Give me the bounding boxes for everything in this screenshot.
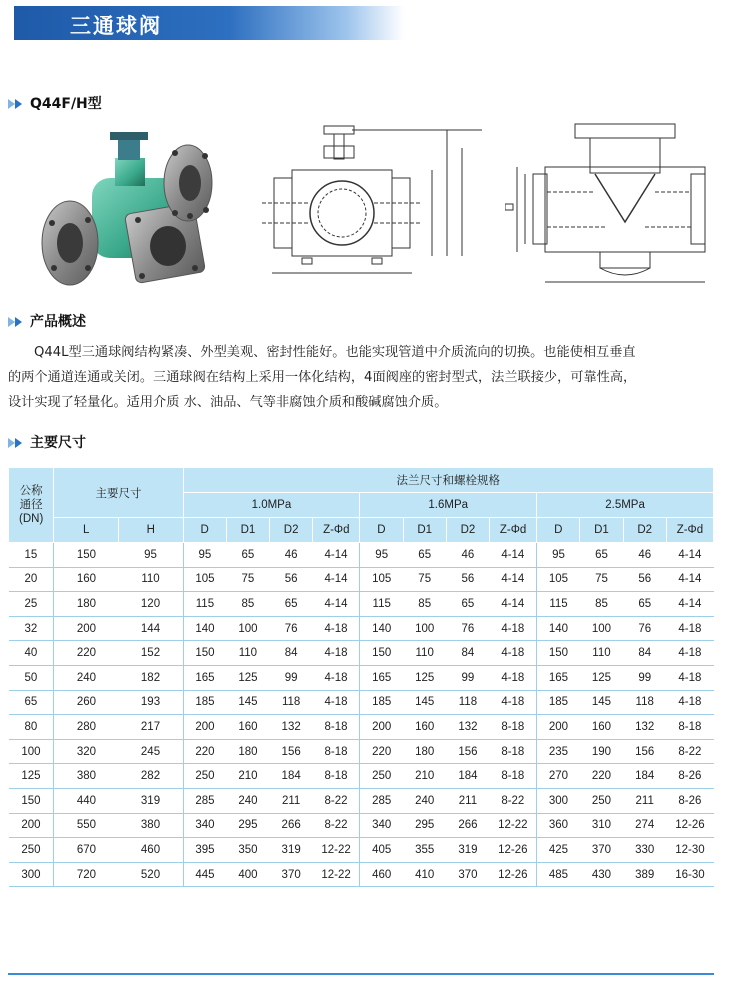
table-cell: 4-14 — [490, 567, 537, 592]
table-cell: 250 — [360, 764, 403, 789]
table-cell: 180 — [54, 592, 119, 617]
table-cell: 75 — [226, 567, 269, 592]
table-cell: 370 — [580, 838, 623, 863]
table-cell: 84 — [270, 641, 313, 666]
table-cell: 4-14 — [490, 592, 537, 617]
table-cell: 300 — [9, 862, 54, 887]
table-cell: 220 — [360, 739, 403, 764]
table-cell: 25 — [9, 592, 54, 617]
table-row — [9, 838, 714, 863]
table-cell: 240 — [403, 788, 446, 813]
table-cell: 150 — [537, 641, 580, 666]
table-cell: 185 — [183, 690, 226, 715]
table-cell: 99 — [270, 665, 313, 690]
table-cell: 84 — [623, 641, 666, 666]
table-cell: 8-18 — [313, 739, 360, 764]
table-cell: 150 — [183, 641, 226, 666]
table-cell: 4-18 — [666, 665, 713, 690]
table-cell: 65 — [446, 592, 489, 617]
table-cell: 8-18 — [666, 715, 713, 740]
table-cell: 125 — [9, 764, 54, 789]
table-cell: 425 — [537, 838, 580, 863]
table-cell: 12-22 — [490, 813, 537, 838]
table-cell: 182 — [118, 665, 183, 690]
table-cell: 310 — [580, 813, 623, 838]
table-cell: 4-14 — [313, 543, 360, 568]
table-cell: 4-18 — [666, 641, 713, 666]
table-cell: 211 — [623, 788, 666, 813]
table-cell: 405 — [360, 838, 403, 863]
table-row — [9, 715, 714, 740]
table-cell: 20 — [9, 567, 54, 592]
table-cell: 460 — [360, 862, 403, 887]
table-cell: 80 — [9, 715, 54, 740]
table-cell: 720 — [54, 862, 119, 887]
table-cell: 319 — [270, 838, 313, 863]
table-cell: 8-18 — [490, 739, 537, 764]
table-cell: 105 — [360, 567, 403, 592]
table-cell: 118 — [623, 690, 666, 715]
col-header: D2 — [270, 518, 313, 543]
table-cell: 8-26 — [666, 788, 713, 813]
table-cell: 190 — [580, 739, 623, 764]
table-cell: 165 — [537, 665, 580, 690]
table-cell: 118 — [270, 690, 313, 715]
description-line: 设计实现了轻量化。适用介质 水、油品、气等非腐蚀介质和酸碱腐蚀介质。 — [8, 395, 448, 410]
table-cell: 445 — [183, 862, 226, 887]
table-cell: 160 — [226, 715, 269, 740]
table-row — [9, 567, 714, 592]
table-cell: 200 — [183, 715, 226, 740]
table-cell: 84 — [446, 641, 489, 666]
table-cell: 12-26 — [666, 813, 713, 838]
table-cell: 65 — [270, 592, 313, 617]
table-cell: 8-22 — [313, 788, 360, 813]
table-cell: 110 — [118, 567, 183, 592]
table-cell: 99 — [446, 665, 489, 690]
page-title: 三通球阀 — [70, 14, 162, 38]
table-cell: 140 — [183, 616, 226, 641]
main-dims-header: 主要尺寸 — [54, 468, 183, 518]
table-cell: 12-26 — [490, 862, 537, 887]
table-cell: 132 — [623, 715, 666, 740]
model-heading — [8, 93, 102, 113]
table-cell: 15 — [9, 543, 54, 568]
table-cell: 4-14 — [666, 543, 713, 568]
table-cell: 400 — [226, 862, 269, 887]
table-cell: 370 — [446, 862, 489, 887]
table-cell: 280 — [54, 715, 119, 740]
col-header: D1 — [403, 518, 446, 543]
table-cell: 184 — [623, 764, 666, 789]
table-cell: 76 — [270, 616, 313, 641]
col-header: D — [183, 518, 226, 543]
table-cell: 245 — [118, 739, 183, 764]
table-row — [9, 788, 714, 813]
table-cell: 75 — [580, 567, 623, 592]
table-row — [9, 690, 714, 715]
table-cell: 410 — [403, 862, 446, 887]
description-line: Q44L型三通球阀结构紧凑、外型美观、密封性能好。也能实现管道中介质流向的切换。也能使相互垂直 — [34, 345, 636, 360]
overview-heading — [8, 311, 86, 331]
table-cell: 65 — [623, 592, 666, 617]
table-cell: 250 — [183, 764, 226, 789]
table-cell: 100 — [9, 739, 54, 764]
table-cell: 85 — [226, 592, 269, 617]
table-cell: 110 — [226, 641, 269, 666]
table-cell: 105 — [183, 567, 226, 592]
table-cell: 200 — [9, 813, 54, 838]
table-row — [9, 665, 714, 690]
description-line: 的两个通道连通或关闭。三通球阀在结构上采用一体化结构，4面阀座的密封型式，法兰联接少，可靠性高， — [8, 370, 637, 385]
table-cell: 65 — [226, 543, 269, 568]
table-row — [9, 641, 714, 666]
table-cell: 46 — [446, 543, 489, 568]
table-cell: 185 — [537, 690, 580, 715]
table-cell: 105 — [537, 567, 580, 592]
table-cell: 95 — [360, 543, 403, 568]
table-cell: 395 — [183, 838, 226, 863]
table-cell: 8-22 — [666, 739, 713, 764]
table-cell: 320 — [54, 739, 119, 764]
table-cell: 670 — [54, 838, 119, 863]
table-cell: 4-18 — [313, 641, 360, 666]
table-cell: 140 — [360, 616, 403, 641]
table-cell: 250 — [580, 788, 623, 813]
table-cell: 550 — [54, 813, 119, 838]
table-cell: 260 — [54, 690, 119, 715]
title-bar — [14, 6, 404, 40]
valve-photo — [30, 128, 230, 298]
table-cell: 217 — [118, 715, 183, 740]
table-cell: 99 — [623, 665, 666, 690]
double-arrow-icon — [8, 436, 26, 448]
table-cell: 295 — [226, 813, 269, 838]
table-cell: 118 — [446, 690, 489, 715]
table-cell: 160 — [580, 715, 623, 740]
footer-divider — [8, 973, 714, 975]
table-cell: 210 — [403, 764, 446, 789]
table-cell: 56 — [446, 567, 489, 592]
table-cell: 8-22 — [313, 813, 360, 838]
table-cell: 12-22 — [313, 838, 360, 863]
table-cell: 300 — [537, 788, 580, 813]
table-cell: 100 — [226, 616, 269, 641]
table-cell: 145 — [403, 690, 446, 715]
table-cell: 340 — [183, 813, 226, 838]
table-cell: 150 — [9, 788, 54, 813]
table-body — [9, 543, 714, 887]
dimensions-label: 主要尺寸 — [30, 435, 86, 451]
table-cell: 285 — [183, 788, 226, 813]
table-cell: 4-18 — [490, 665, 537, 690]
table-cell: 144 — [118, 616, 183, 641]
table-cell: 193 — [118, 690, 183, 715]
table-cell: 156 — [446, 739, 489, 764]
table-cell: 240 — [54, 665, 119, 690]
table-cell: 12-22 — [313, 862, 360, 887]
table-cell: 160 — [54, 567, 119, 592]
table-cell: 220 — [54, 641, 119, 666]
table-cell: 140 — [537, 616, 580, 641]
table-cell: 165 — [360, 665, 403, 690]
table-cell: 4-14 — [313, 592, 360, 617]
table-cell: 4-18 — [490, 616, 537, 641]
table-cell: 389 — [623, 862, 666, 887]
table-row — [9, 813, 714, 838]
dn-header: 公称 通径 (DN) — [9, 468, 54, 543]
table-cell: 115 — [360, 592, 403, 617]
table-cell: 12-26 — [490, 838, 537, 863]
table-cell: 250 — [9, 838, 54, 863]
table-cell: 4-18 — [666, 690, 713, 715]
table-cell: 152 — [118, 641, 183, 666]
table-cell: 211 — [270, 788, 313, 813]
col-header: H — [118, 518, 183, 543]
table-cell: 485 — [537, 862, 580, 887]
table-cell: 85 — [403, 592, 446, 617]
table-cell: 266 — [446, 813, 489, 838]
pressure-header: 2.5MPa — [537, 493, 714, 518]
table-cell: 76 — [446, 616, 489, 641]
table-cell: 240 — [226, 788, 269, 813]
table-cell: 4-18 — [313, 616, 360, 641]
table-row — [9, 862, 714, 887]
table-cell: 220 — [580, 764, 623, 789]
table-cell: 125 — [403, 665, 446, 690]
table-cell: 295 — [403, 813, 446, 838]
table-cell: 46 — [623, 543, 666, 568]
table-cell: 340 — [360, 813, 403, 838]
table-cell: 145 — [580, 690, 623, 715]
table-cell: 440 — [54, 788, 119, 813]
table-cell: 156 — [623, 739, 666, 764]
table-cell: 150 — [360, 641, 403, 666]
table-row — [9, 592, 714, 617]
table-cell: 156 — [270, 739, 313, 764]
table-cell: 8-18 — [313, 715, 360, 740]
flange-spec-header: 法兰尺寸和螺栓规格 — [183, 468, 713, 493]
table-cell: 8-18 — [490, 715, 537, 740]
table-cell: 8-22 — [490, 788, 537, 813]
table-cell: 184 — [446, 764, 489, 789]
table-cell: 4-18 — [313, 690, 360, 715]
table-cell: 8-18 — [313, 764, 360, 789]
description — [8, 340, 720, 415]
table-cell: 430 — [580, 862, 623, 887]
table-cell: 8-18 — [490, 764, 537, 789]
table-cell: 65 — [403, 543, 446, 568]
table-cell: 319 — [446, 838, 489, 863]
table-cell: 115 — [183, 592, 226, 617]
table-row — [9, 739, 714, 764]
table-cell: 145 — [226, 690, 269, 715]
table-cell: 360 — [537, 813, 580, 838]
table-cell: 355 — [403, 838, 446, 863]
table-cell: 460 — [118, 838, 183, 863]
table-cell: 50 — [9, 665, 54, 690]
col-header: D1 — [226, 518, 269, 543]
table-cell: 180 — [226, 739, 269, 764]
table-cell: 46 — [270, 543, 313, 568]
table-cell: 235 — [537, 739, 580, 764]
table-cell: 125 — [226, 665, 269, 690]
table-cell: 150 — [54, 543, 119, 568]
table-cell: 132 — [446, 715, 489, 740]
dimensions-table — [8, 467, 714, 887]
table-cell: 40 — [9, 641, 54, 666]
col-header: Z-Φd — [490, 518, 537, 543]
table-cell: 115 — [537, 592, 580, 617]
col-header: D — [360, 518, 403, 543]
table-cell: 350 — [226, 838, 269, 863]
table-cell: 266 — [270, 813, 313, 838]
table-cell: 120 — [118, 592, 183, 617]
table-row — [9, 764, 714, 789]
table-cell: 132 — [270, 715, 313, 740]
table-cell: 32 — [9, 616, 54, 641]
col-header: D1 — [580, 518, 623, 543]
table-cell: 282 — [118, 764, 183, 789]
table-cell: 200 — [537, 715, 580, 740]
col-header: L — [54, 518, 119, 543]
section-drawing — [262, 108, 482, 288]
table-cell: 95 — [183, 543, 226, 568]
table-cell: 380 — [118, 813, 183, 838]
table-row — [9, 616, 714, 641]
table-cell: 184 — [270, 764, 313, 789]
tee-drawing — [505, 112, 715, 290]
col-header: Z-Φd — [666, 518, 713, 543]
pressure-header: 1.0MPa — [183, 493, 360, 518]
table-cell: 75 — [403, 567, 446, 592]
table-cell: 210 — [226, 764, 269, 789]
col-header: Z-Φd — [313, 518, 360, 543]
table-cell: 319 — [118, 788, 183, 813]
double-arrow-icon — [8, 97, 26, 109]
col-header: D2 — [446, 518, 489, 543]
table-cell: 95 — [537, 543, 580, 568]
table-cell: 160 — [403, 715, 446, 740]
table-cell: 370 — [270, 862, 313, 887]
table-cell: 4-14 — [313, 567, 360, 592]
pressure-header: 1.6MPa — [360, 493, 537, 518]
table-cell: 16-30 — [666, 862, 713, 887]
double-arrow-icon — [8, 315, 26, 327]
table-cell: 100 — [580, 616, 623, 641]
table-cell: 8-26 — [666, 764, 713, 789]
table-cell: 180 — [403, 739, 446, 764]
table-cell: 110 — [403, 641, 446, 666]
table-cell: 270 — [537, 764, 580, 789]
col-header: D2 — [623, 518, 666, 543]
table-cell: 4-14 — [666, 592, 713, 617]
table-cell: 330 — [623, 838, 666, 863]
overview-label: 产品概述 — [30, 314, 86, 330]
table-cell: 380 — [54, 764, 119, 789]
model-label: Q44F/H型 — [30, 96, 102, 112]
table-cell: 4-14 — [666, 567, 713, 592]
table-cell: 200 — [54, 616, 119, 641]
table-cell: 285 — [360, 788, 403, 813]
table-cell: 12-30 — [666, 838, 713, 863]
table-cell: 65 — [580, 543, 623, 568]
table-cell: 185 — [360, 690, 403, 715]
table-cell: 200 — [360, 715, 403, 740]
table-cell: 110 — [580, 641, 623, 666]
table-cell: 56 — [623, 567, 666, 592]
dimensions-heading — [8, 432, 86, 452]
table-cell: 65 — [9, 690, 54, 715]
table-cell: 85 — [580, 592, 623, 617]
table-cell: 211 — [446, 788, 489, 813]
table-cell: 76 — [623, 616, 666, 641]
table-cell: 220 — [183, 739, 226, 764]
table-cell: 520 — [118, 862, 183, 887]
table-cell: 4-18 — [490, 641, 537, 666]
table-cell: 165 — [183, 665, 226, 690]
table-cell: 4-18 — [490, 690, 537, 715]
col-header: D — [537, 518, 580, 543]
table-cell: 274 — [623, 813, 666, 838]
table-cell: 4-14 — [490, 543, 537, 568]
table-cell: 4-18 — [666, 616, 713, 641]
table-row — [9, 543, 714, 568]
table-cell: 100 — [403, 616, 446, 641]
table-cell: 56 — [270, 567, 313, 592]
table-cell: 95 — [118, 543, 183, 568]
table-cell: 4-18 — [313, 665, 360, 690]
table-cell: 125 — [580, 665, 623, 690]
